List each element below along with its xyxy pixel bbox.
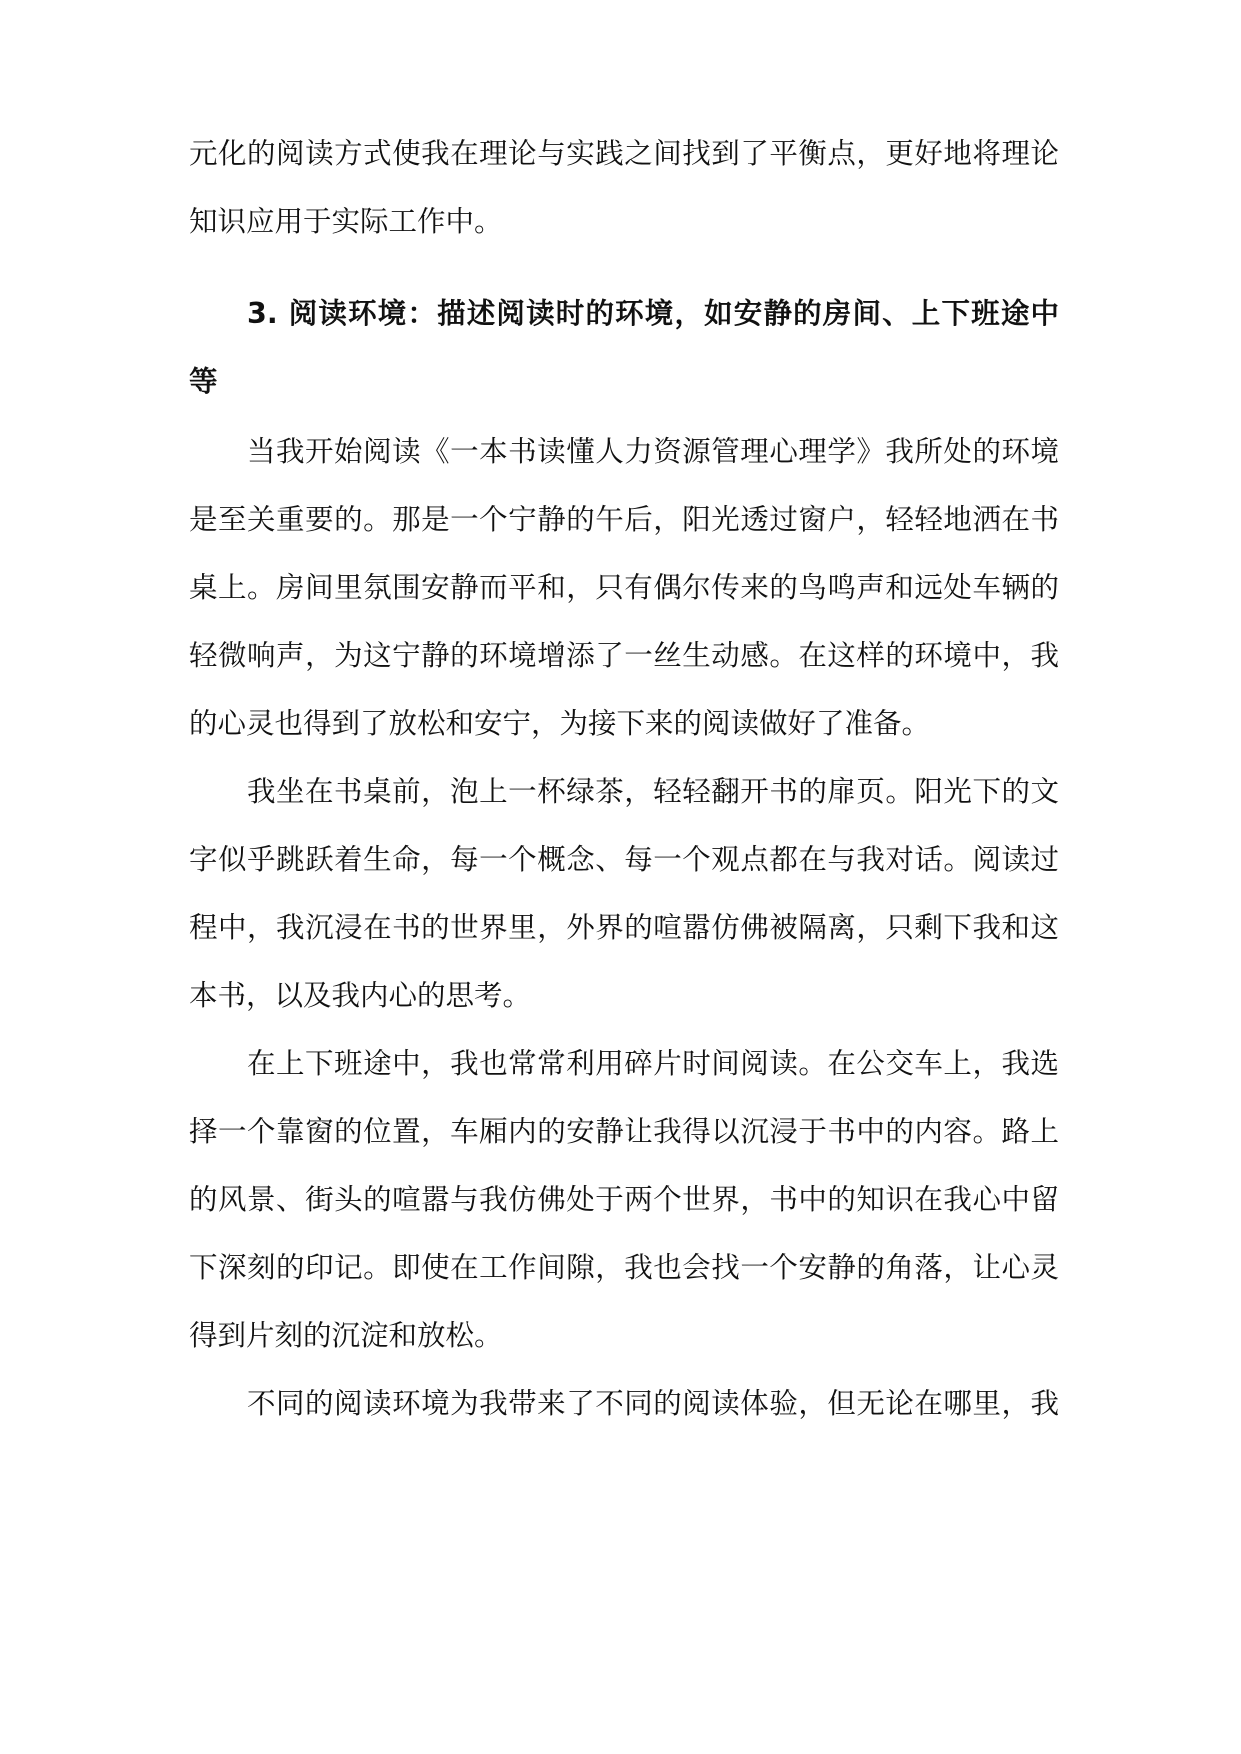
paragraph-line: 下深刻的印记。即使在工作间隙，我也会找一个安静的角落，让心灵	[189, 1251, 1059, 1284]
section-heading: 3. 阅读环境：描述阅读时的环境，如安静的房间、上下班途中	[247, 297, 1059, 330]
section-heading-line: 等	[189, 365, 218, 398]
paragraph-line: 在上下班途中，我也常常利用碎片时间阅读。在公交车上，我选	[247, 1047, 1059, 1080]
paragraph-line: 轻微响声，为这宁静的环境增添了一丝生动感。在这样的环境中，我	[189, 639, 1059, 672]
paragraph-line: 我坐在书桌前，泡上一杯绿茶，轻轻翻开书的扉页。阳光下的文	[247, 775, 1059, 808]
paragraph-line: 程中，我沉浸在书的世界里，外界的喧嚣仿佛被隔离，只剩下我和这	[189, 911, 1059, 944]
paragraph-line: 当我开始阅读《一本书读懂人力资源管理心理学》我所处的环境	[247, 435, 1059, 468]
paragraph-line: 的风景、街头的喧嚣与我仿佛处于两个世界，书中的知识在我心中留	[189, 1183, 1059, 1216]
paragraph-line: 不同的阅读环境为我带来了不同的阅读体验，但无论在哪里，我	[247, 1387, 1059, 1420]
paragraph-line: 是至关重要的。那是一个宁静的午后，阳光透过窗户，轻轻地洒在书	[189, 503, 1059, 536]
paragraph-line: 择一个靠窗的位置，车厢内的安静让我得以沉浸于书中的内容。路上	[189, 1115, 1059, 1148]
paragraph-line: 元化的阅读方式使我在理论与实践之间找到了平衡点，更好地将理论	[189, 137, 1059, 170]
paragraph-line: 知识应用于实际工作中。	[189, 205, 503, 238]
paragraph-line: 字似乎跳跃着生命，每一个概念、每一个观点都在与我对话。阅读过	[189, 843, 1059, 876]
paragraph-line: 本书，以及我内心的思考。	[189, 979, 532, 1012]
paragraph-line: 的心灵也得到了放松和安宁，为接下来的阅读做好了准备。	[189, 707, 931, 740]
paragraph-line: 桌上。房间里氛围安静而平和，只有偶尔传来的鸟鸣声和远处车辆的	[189, 571, 1059, 604]
paragraph-line: 得到片刻的沉淀和放松。	[189, 1319, 503, 1352]
